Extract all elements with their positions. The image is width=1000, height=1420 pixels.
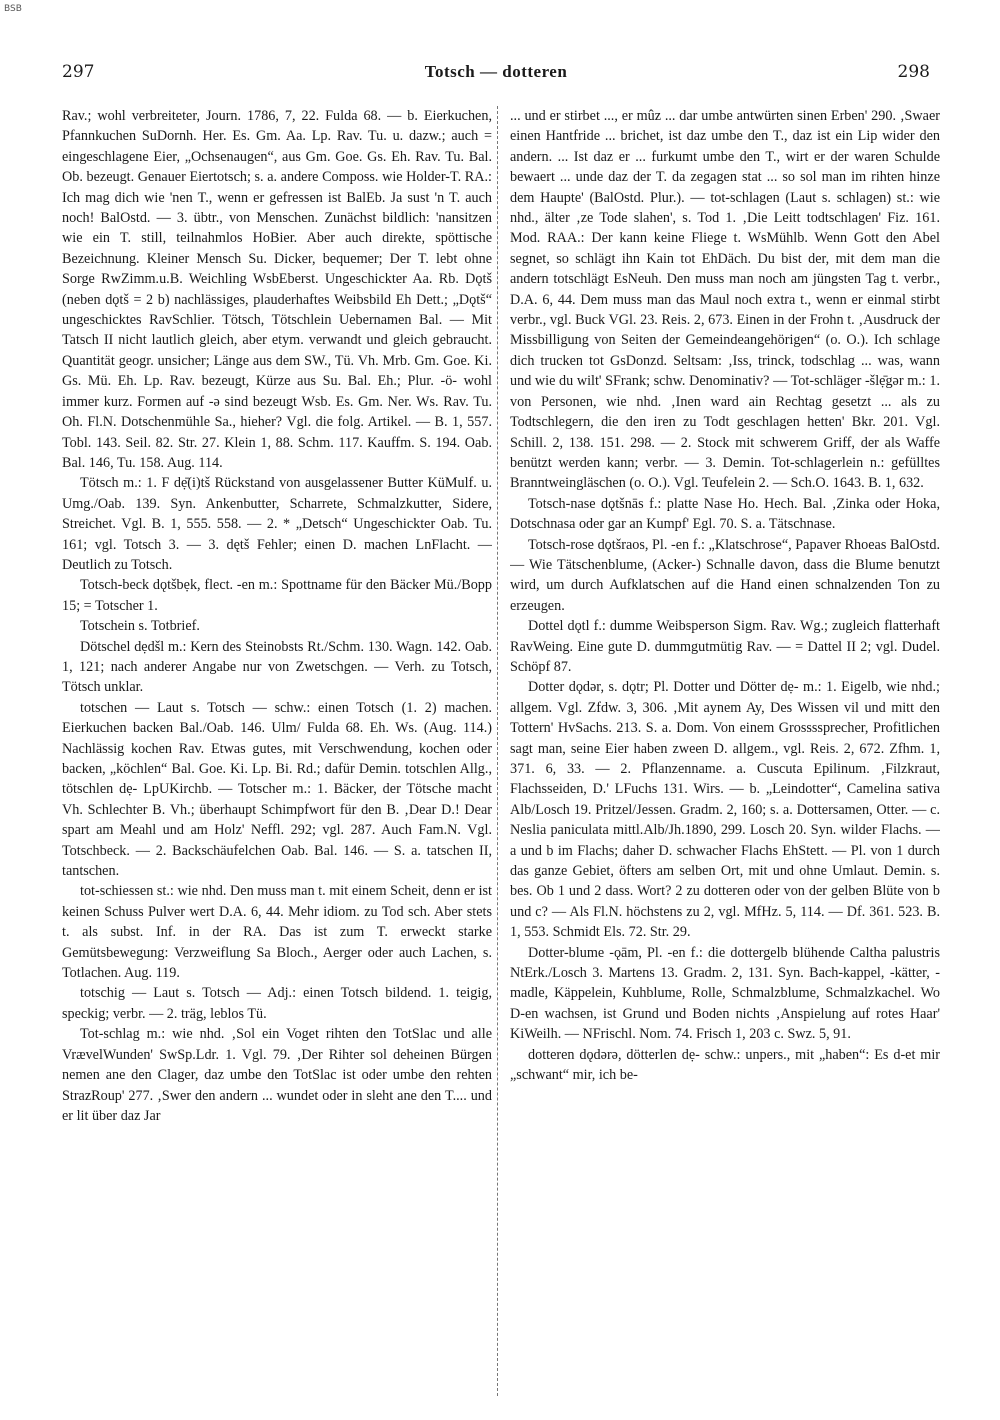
dictionary-entry: Dötschel dẹdšl m.: Kern des Steinobsts Rt./Schm. 130. Wagn. 142. Oab. 1, 121; nach anderer Angabe nur von Zwetschgen. — Verh. zu Totsch, Tötsch unklar. bbox=[62, 638, 492, 696]
left-column bbox=[62, 106, 492, 1406]
dictionary-entry: Tötsch m.: 1. F dẹ̄(i)tš Rückstand von ausgelassener Butter KüMulf. u. Umg./Oab. 139. Syn. Ankenbutter, Scharrete, Schmalzkutter, Sidere, Streichet. Vgl. B. 1, 555. 558. — 2. * „Detsch“ Ungeschickter Oab. Tu. 161; vgl. Totsch 3. — 3. dętš Fehler; einen D. machen LnFlacht. — Deutlich zu Totsch. bbox=[62, 475, 492, 573]
dictionary-entry: Totschein s. Totbrief. bbox=[80, 618, 200, 635]
dictionary-entry: totschig — Laut s. Totsch — Adj.: einen Totsch bildend. 1. teigig, speckig; verbr. — 2. träg, leblos Tü. bbox=[62, 985, 492, 1022]
dictionary-entry: Tot-schlag m.: wie nhd. ‚Sol ein Voget rihten den TotSlac und alle VrævelWunden' SwSp.Ldr. 1. Vgl. 79. ‚Der Rihter sol deheinen Bürgen nemen ane den Clager, daz umbe den TotSlac ist oder umbe den rehten StrazRoup' 277. ‚Swer den andern ... wundet oder in sleht ane den T.... und er lit über daz Jar bbox=[62, 1026, 492, 1124]
dictionary-entry: Totsch-beck dǫtšbẹk, flect. -en m.: Spottname für den Bäcker Mü./Bopp 15; = Totscher 1. bbox=[62, 577, 492, 614]
column-divider bbox=[497, 106, 498, 1396]
dictionary-entry: dotteren dǫdərə, dötterlen dẹ- schw.: unpers., mit „haben“: Es d-et mir „schwant“ mir, ich be- bbox=[510, 1046, 940, 1084]
dictionary-entry: Dottel dǫtl f.: dumme Weibsperson Sigm. Rav. Wg.; zugleich flatterhaft RavWeing. Eine gute D. dummgutmütig Rav. — = Dattel II 2; vgl. Dudel. Schöpf 87. bbox=[510, 618, 940, 675]
dictionary-entry: Dotter-blume -ǫām, Pl. -en f.: die dottergelb blühende Caltha palustris NtErk./Losch 3. Martens 13. Gradm. 2, 131. Syn. Bach-kappel, -kätter, -madle, Käppelein, Kuhblume, Rolle, Schmalzblume, Schmalzkachel. Wo D-en wachsen, ist Grund und Boden nichts ‚Anspielung auf rotes Haar' KiWeilh. — NFrischl. Nom. 74. Frisch 1, 203 c. Swz. 5, 91. bbox=[510, 944, 940, 1043]
page-number-right: 298 bbox=[897, 62, 930, 82]
dictionary-entry: Dotter dǫdər, s. dǫtr; Pl. Dotter und Dötter dẹ- m.: 1. Eigelb, wie nhd.; allgem. Vgl. Zfdw. 3, 306. ‚Mit aynem Ay, Des Wissen vil und mitt den Tottern' HvSachs. 213. S. a. Dom. Von einem Grossssprecher, Profitlichen sagt man, seine Eier haben zween D. allgem., vgl. Reis. 2, 672. Zfhm. 1, 371. 6, 33. — 2. Pflanzenname. a. Cuscuta Epilinum. ‚Filzkraut, Flachsseiden, D.' LFuchs 131. Wirs. — b. „Leindotter“, Camelina sativa Alb/Losch 19. Pritzel/Jessen. Gradm. 2, 160; s. a. Dottersamen, Otter. — c. Neslia paniculata mittl.Alb/Jh.1890, 299. Losch 20. Syn. wilder Flachs. — a und b im Flachs; daher D. schwacher Flachs EhStett. — Pl. von 1 durch das ganze Gebiet, öfters am selben Ort, mit und ohne Umlaut. Demin. s. bes. Ob 1 und 2 dass. Wort? 2 zu dotteren oder von der gelben Blüte von b und c? — Als Fl.N. höchstens zu 2, vgl. MfHz. 5, 114. — Df. 361. 523. B. 1, 553. Schmidt Els. 72. Str. 29. bbox=[510, 679, 940, 941]
page-number-left: 297 bbox=[62, 62, 95, 82]
dictionary-entry: Totsch-nase dǫtšnās f.: platte Nase Ho. Hech. Bal. ‚Zinka oder Hoka, Dotschnasa oder gar an Kumpf' Egl. 70. S. a. Tätschnase. bbox=[510, 495, 940, 533]
dictionary-entry: totschen — Laut s. Totsch — schw.: einen Totsch (1. 2) machen. Eierkuchen backen Bal./Oab. 146. Ulm/ Fulda 68. Eh. Ws. (Aug. 114.) Nachlässig kochen Rav. Etwas gutes, mit Verschwendung, kochen oder backen, „köchlen“ Bal. Goe. Ki. Lp. Bi. Rd.; dafür Demin. totschlen Allg., tötschlen dẹ- LpUKirchb. — Totscher m.: 1. Bäcker, der Tötsche macht Vh. Schlechter B. Vh.; überhaupt Schimpfwort für den B. ‚Dear D.! Dear spart am Meahl und am Holz' Neffl. 292; vgl. 287. Auch Fam.N. Vgl. Totschbeck. — 2. Backschäufelchen Oab. Bal. 146. — S. a. tatschen II, tantschen. bbox=[62, 699, 492, 880]
running-headword: Totsch — dotteren bbox=[424, 62, 568, 81]
library-mark: BSB bbox=[4, 4, 22, 14]
dictionary-entry: tot-schiessen st.: wie nhd. Den muss man t. mit einem Scheit, denn er ist keinen Schuss Pulver wert D.A. 6, 44. Mehr idiom. zu Tod sch. Aber stets t. als subst. Inf. in der RA. Das ist zum T. erweckt starke Gemütsbewegung: Verzweiflung Sa Bloch., Aerger oder auch Lachen, s. Totlachen. Aug. 119. bbox=[62, 883, 492, 982]
right-column bbox=[510, 106, 940, 1406]
entry-continuation: ... und er stirbet ..., er mûz ... dar umbe antwürten sinen Erben' 290. ‚Swaer einen Hantfride ... brichet, ist daz umbe den T., daz ist ein Lip wider den andern. ... Ist daz er ... furkumt umbe den T., wirt er der waren Schulde bewaert ... unde daz der T. da zegagen stat ... so sol man im rihten hinze dem Haupte' (BalOstd. Plur.). — tot-schlagen (Laut s. schlagen) st.: wie nhd., älter ‚ze Tode slahen', s. Tod 1. ‚Die Leitt todtschlagen' Fiz. 161. Mod. RAA.: Der kann keine Fliege t. WsMühlb. Wenn Gott den Abel segnet, so schlägt ihn Kain tot EhDäch. Du bist der, mit dem man die andern totschlägt EsNeuh. Den muss man noch am jüngsten Tag t. verbr., D.A. 6, 44. Dem muss man das Maul noch extra t., wenn er einmal stirbt verbr., vgl. Buck VGl. 23. Reis. 2, 673. Einen in der Frohn t. ‚Ausdruck der Missbilligung von Seiten der Gemeindeangehörigen“ (o. O.). Ich schlage dich trucken tot GsDonzd. Seltsam: ‚Iss, trinck, todschlag ... was, wann und wie du wilt' SFrank; schw. Denominativ? — Tot-schläger -šlẹ̄gər m.: 1. von Personen, wie nhd. ‚Inen ward ain Rechtag gesetzt ... als zu Todtschlegern, die den iren zu Todt geschlagen hetten' Bkr. 201. Vgl. Schill. 2, 138. 151. 298. — 2. Stock mit schwerem Griff, der als Waffe benützt werden kann; verbr. — 3. Demin. Tot-schlagerlein n.: gefülltes Branntweingläschen (o. O.). Vgl. Teufelein 2. — Sch.O. 1643. B. 1, 632. bbox=[510, 108, 940, 492]
running-head bbox=[62, 62, 930, 92]
entry-continuation: Rav.; wohl verbreiteter, Journ. 1786, 7, 22. Fulda 68. — b. Eierkuchen, Pfannkuchen SuDornh. Her. Es. Gm. Aa. Lp. Rav. Tu. u. dazw.; auch = eingeschlagene Eier, „Ochsenaugen“, aus Gm. Goe. Gs. Eh. Rav. Tu. Bal. Ob. bezeugt. Genauer Eiertotsch; s. a. andere Composs. wie Holder-T. RA.: Ich mag dich wie 'nen T., wenn er gefressen ist BalEb. Ja sust 'n T. auch noch! BalOstd. — 3. übtr., von Menschen. Zunächst bildlich: 'nansitzen wie ein T. still, teilnahmlos HoBier. Aber auch direkte, spöttische Bezeichnung. Kleiner Mensch Su. Dicker, bequemer; Der T. lebt ohne Sorge RwZimm.u.B. Weichling WsbEberst. Ungeschickter Aa. Rb. Dǫtš (neben dǫtš = 2 b) nachlässiges, plauderhaftes Weibsbild Eh Dett.; „Dǫtš“ ungeschicktes RavSchlier. Tötsch, Tötschlein Uebernamen Bal. — Mit Tatsch II nicht lautlich gleich, aber etym. verwandt und gleich gebraucht. Quantität geogr. unsicher; Länge aus dem SW., Tü. Vh. Mrb. Gm. Goe. Ki. Gs. Mü. Eh. Lp. Rav. bezeugt, Kürze aus Su. Bal. Eh.; Plur. -ö- wohl immer kurz. Formen auf -ə sind bezeugt Wsb. Es. Gm. Ner. Ws. Rav. Tu. Oh. Fl.N. Dotschenmühle Sa., hieher? Vgl. die folg. Artikel. — B. 1, 557. Tobl. 143. Seil. 82. Str. 27. Klein 1, 88. Schm. 117. Kauffm. S. 194. Oab. Bal. 146, Tu. 158. Aug. 114. bbox=[62, 108, 492, 471]
dictionary-entry: Totsch-rose dǫtšraos, Pl. -en f.: „Klatschrose“, Papaver Rhoeas BalOstd. — Wie Tätschenblume, (Acker-) Schnalle davon, dass die Blume benutzt wird, um durch Aufklatschen auf die Hand einen schnalzenden Ton zu erzeugen. bbox=[510, 536, 940, 614]
